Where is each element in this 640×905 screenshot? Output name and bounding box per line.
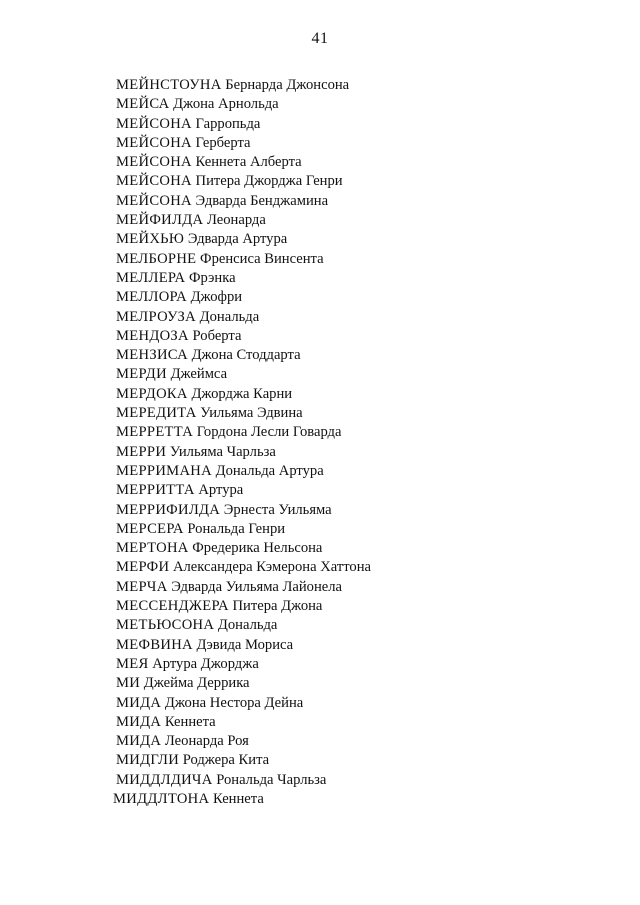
given-names: Уильяма Эдвина	[200, 405, 303, 422]
given-names: Бернарда Джонсона	[225, 77, 350, 93]
given-names: Роберта	[192, 327, 242, 344]
list-item	[116, 250, 371, 269]
list-item	[116, 423, 371, 442]
given-names: Дональда Артура	[215, 462, 324, 479]
surname: МЕЙСОНА	[116, 154, 192, 171]
surname: МЕРФИ	[116, 559, 170, 576]
list-item	[116, 771, 371, 790]
given-names: Леонарда Роя	[164, 733, 249, 750]
given-names: Джорджа Карни	[191, 385, 293, 402]
given-names: Джофри	[190, 289, 243, 306]
surname: МЕЙСОНА	[116, 173, 192, 190]
list-item	[116, 365, 371, 384]
list-item	[116, 462, 371, 481]
surname: МЕЛЛОРА	[116, 289, 187, 306]
surname: МЕРРЕТТА	[116, 424, 194, 441]
surname: МИДДЛДИЧА	[116, 771, 213, 788]
list-item	[116, 694, 371, 713]
surname: МЕРТОНА	[116, 540, 189, 557]
list-item	[116, 636, 371, 655]
surname: МЕЙСОНА	[116, 115, 192, 132]
list-item	[116, 153, 371, 172]
list-item	[116, 597, 371, 616]
surname: МИДА	[116, 713, 162, 730]
given-names: Джеймса	[170, 366, 228, 383]
list-item	[116, 616, 371, 635]
list-item	[116, 230, 371, 249]
given-names: Джона Стоддарта	[191, 347, 301, 364]
surname: МЕЙСОНА	[116, 134, 192, 151]
list-item	[116, 404, 371, 423]
surname: МИДГЛИ	[116, 752, 180, 769]
list-item	[116, 443, 371, 462]
list-item	[116, 211, 371, 230]
list-item	[116, 192, 371, 211]
surname: МЕЙСОНА	[116, 192, 192, 209]
list-item	[116, 578, 371, 597]
surname: МЕРЧА	[116, 578, 168, 595]
list-item	[116, 655, 371, 674]
surname: МЕРСЕРА	[116, 520, 184, 537]
list-item	[116, 76, 371, 95]
given-names: Эрнеста Уильяма	[223, 501, 332, 518]
list-item	[116, 346, 371, 365]
given-names: Герберта	[195, 134, 251, 151]
given-names: Питера Джорджа Генри	[195, 173, 343, 190]
surname: МЕЙФИЛДА	[116, 212, 204, 229]
given-names: Дональда	[199, 308, 260, 325]
list-item	[116, 713, 371, 732]
list-item	[116, 539, 371, 558]
given-names: Рональда Генри	[187, 520, 286, 537]
surname: МЕРЕДИТА	[116, 405, 197, 422]
given-names: Джона Нестора Дейна	[164, 694, 304, 711]
surname: МЕЙХЬЮ	[116, 231, 185, 248]
list-item	[116, 385, 371, 404]
name-list	[113, 76, 371, 809]
surname: МЕРДОКА	[116, 385, 188, 402]
given-names: Джона Арнольда	[173, 96, 279, 113]
surname: МЕРРИ	[116, 443, 167, 460]
given-names: Джейма Деррика	[143, 675, 250, 692]
surname: МЕРРИМАНА	[116, 462, 212, 479]
list-item	[116, 501, 371, 520]
given-names: Артура Джорджа	[152, 655, 259, 672]
surname: МЕЙНСТОУНА	[116, 77, 222, 93]
surname: МИДДЛТОНА	[113, 790, 210, 807]
surname: МЕЙСА	[116, 96, 170, 113]
list-item	[116, 732, 371, 751]
surname: МЕНЗИСА	[116, 347, 188, 364]
given-names: Артура	[198, 482, 244, 499]
given-names: Кеннета	[164, 713, 216, 730]
given-names: Эдварда Бенджамина	[195, 192, 329, 209]
list-item	[116, 308, 371, 327]
list-item	[116, 520, 371, 539]
list-item	[113, 790, 371, 809]
page-number: 41	[311, 30, 329, 47]
list-item	[116, 115, 371, 134]
surname: МИ	[116, 675, 141, 692]
given-names: Рональда Чарльза	[216, 771, 327, 788]
list-item	[116, 481, 371, 500]
given-names: Уильяма Чарльза	[169, 443, 276, 460]
surname: МЕРРИТТА	[116, 482, 195, 499]
given-names: Эдварда Уильяма Лайонела	[171, 578, 343, 595]
surname: МЕФВИНА	[116, 636, 193, 653]
given-names: Кеннета	[213, 790, 264, 807]
list-item	[116, 327, 371, 346]
given-names: Фредерика Нельсона	[192, 540, 323, 557]
given-names: Роджера Кита	[182, 752, 270, 769]
given-names: Френсиса Винсента	[200, 250, 324, 267]
list-item	[116, 751, 371, 770]
given-names: Эдварда Артура	[187, 231, 288, 248]
given-names: Александера Кэмерона Хаттона	[172, 559, 371, 576]
surname: МЕССЕНДЖЕРА	[116, 598, 229, 615]
list-item	[116, 674, 371, 693]
given-names: Гордона Лесли Говарда	[196, 424, 342, 441]
given-names: Кеннета Алберта	[195, 154, 302, 171]
list-item	[116, 269, 371, 288]
list-item	[116, 558, 371, 577]
surname: МИДА	[116, 733, 162, 750]
surname: МИДА	[116, 694, 162, 711]
given-names: Гарропьда	[195, 115, 261, 132]
given-names: Леонарда	[206, 212, 266, 229]
surname: МЕТЬЮСОНА	[116, 617, 215, 634]
list-item	[116, 134, 371, 153]
surname: МЕЯ	[116, 655, 149, 672]
surname: МЕРДИ	[116, 366, 167, 383]
given-names: Дэвида Мориса	[196, 636, 294, 653]
surname: МЕЛРОУЗА	[116, 308, 197, 325]
given-names: Дональда	[217, 617, 278, 634]
list-item	[116, 172, 371, 191]
given-names: Фрэнка	[188, 269, 236, 286]
given-names: Питера Джона	[232, 598, 323, 615]
surname: МЕЛЛЕРА	[116, 269, 186, 286]
list-item	[116, 288, 371, 307]
surname: МЕЛБОРНЕ	[116, 250, 197, 267]
list-item	[116, 95, 371, 114]
surname: МЕНДОЗА	[116, 327, 189, 344]
surname: МЕРРИФИЛДА	[116, 501, 221, 518]
